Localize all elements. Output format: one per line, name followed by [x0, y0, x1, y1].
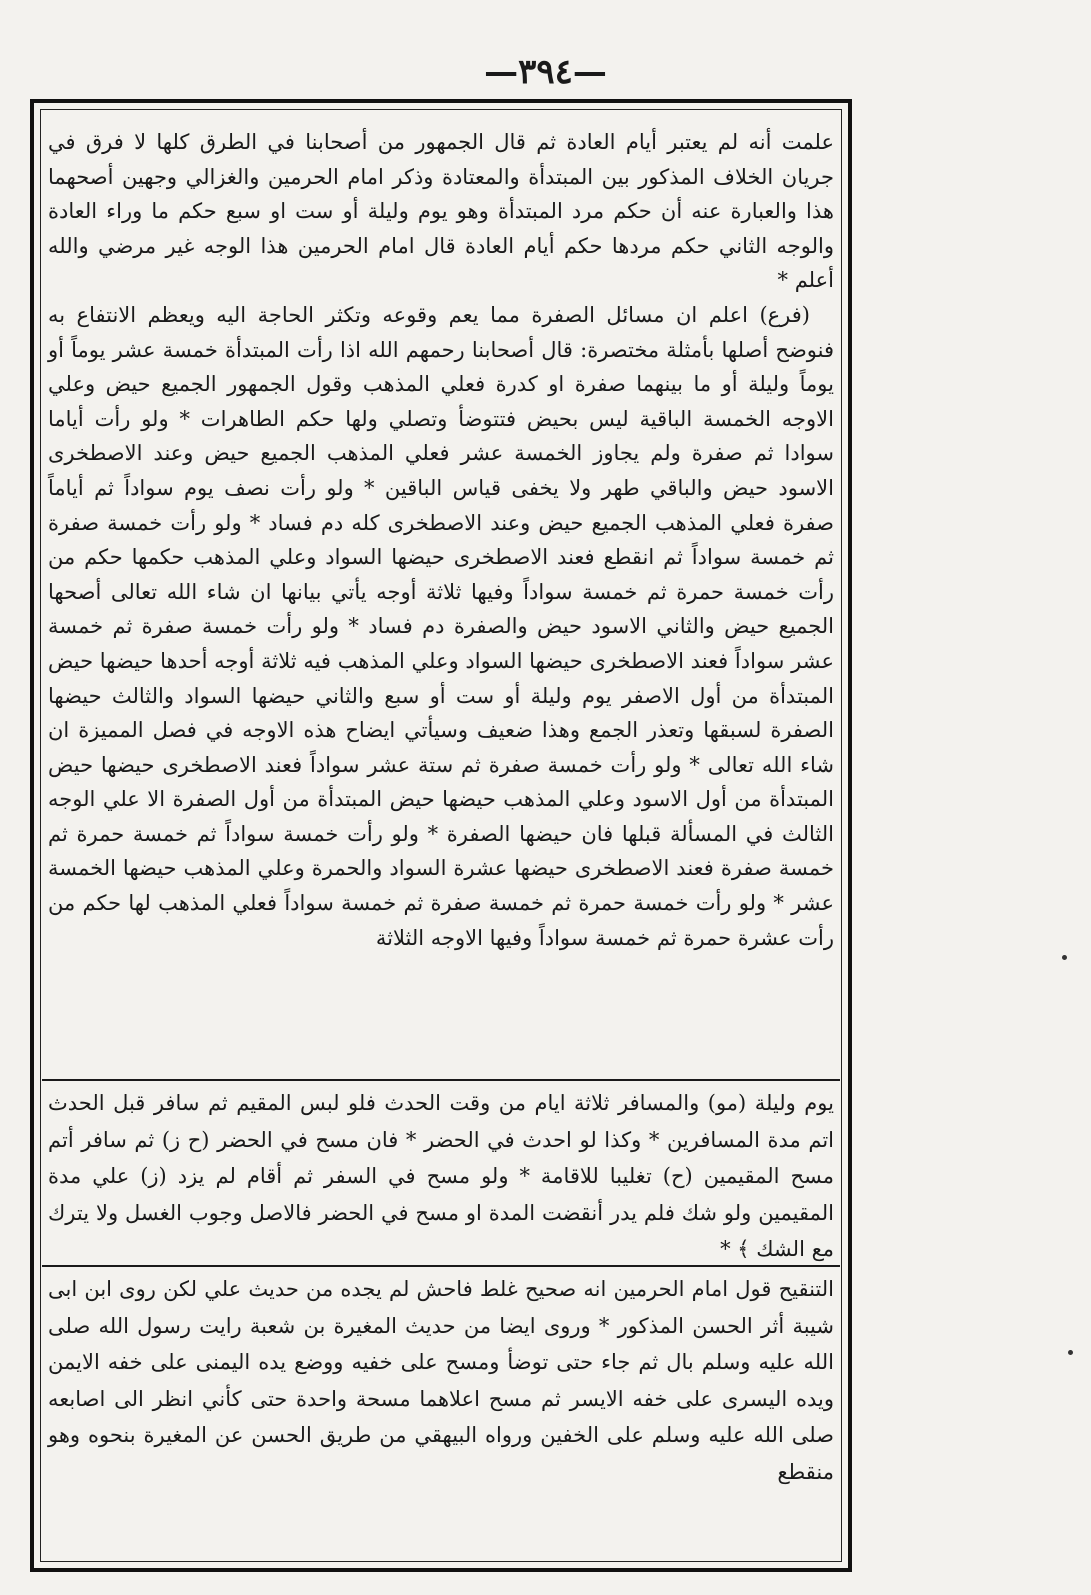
- section-divider-top: [42, 1079, 840, 1081]
- main-paragraph-2: (فرع) اعلم ان مسائل الصفرة مما يعم وقوعه وتكثر الحاجة اليه ويعظم الانتفاع به فنوضح أصلها بأمثلة مختصرة: قال أصحابنا رحمهم الله اذا رأت المبتدأة خمسة عشر يوماً أو يوماً وليلة أو ما بينهما صفرة او كدرة فعلي المذهب وقول الجمهور الجميع حيض وعلي الاوجه الخمسة الباقية ليس بحيض فتتوضأ وتصلي ولها حكم الطاهرات * ولو رأت أياما سوادا ثم صفرة ولم يجاوز الخمسة عشر فعلي المذهب الجميع حيض وعند الاصطخرى الاسود حيض والباقي طهر ولا يخفى قياس الباقين * ولو رأت نصف يوم سواداً ثم أياماً صفرة فعلي المذهب الجميع حيض وعند الاصطخرى كله دم فساد * ولو رأت خمسة صفرة ثم خمسة سواداً ثم انقطع فعند الاصطخرى حيضها السواد وعلي المذهب حكمها حكم من رأت خمسة حمرة ثم خمسة سواداً وفيها ثلاثة أوجه يأتي بيانها ان شاء الله تعالى أصحها الجميع حيض والثاني الاسود حيض والصفرة دم فساد * ولو رأت خمسة صفرة ثم خمسة عشر سواداً فعند الاصطخرى حيضها السواد وعلي المذهب فيه ثلاثة أوجه أحدها حيضها حيض المبتدأة من أول الاصفر يوم وليلة أو ست أو سبع والثاني حيضها السواد والثالث حيضها الصفرة لسبقها وتعذر الجمع وهذا ضعيف وسيأتي ايضاح هذه الاوجه في فصل المميزة ان شاء الله تعالى * ولو رأت خمسة صفرة ثم ستة عشر سواداً فعند الاصطخرى حيضها حيض المبتدأة من أول الاسود وعلي المذهب حيضها حيض المبتدأة من أول الصفرة الا علي الوجه الثالث في المسألة قبلها فان حيضها الصفرة * ولو رأت خمسة سواداً ثم خمسة حمرة ثم خمسة صفرة فعند الاصطخرى حيضها عشرة السواد والحمرة وعلي المذهب حيضها الخمسة عشر * ولو رأت خمسة حمرة ثم خمسة صفرة ثم خمسة سواداً فعلي المذهب لها حكم من رأت عشرة حمرة ثم خمسة سواداً وفيها الاوجه الثلاثة: [48, 302, 835, 950]
- main-paragraph-1: علمت أنه لم يعتبر أيام العادة ثم قال الجمهور من أصحابنا في الطرق كلها لا فرق في جريان الخلاف المذكور بين المبتدأة والمعتادة وذكر امام الحرمين والغزالي وجهين أصحهما هذا والعبارة عنه أن حكم مرد المبتدأة وهو يوم وليلة أو ست او سبع حكم ما وراء العادة والوجه الثاني حكم مردها حكم أيام العادة قال امام الحرمين هذا الوجه غير مرضي والله أعلم *: [48, 130, 835, 293]
- section-divider-bottom: [42, 1265, 840, 1267]
- margin-speck: [1062, 955, 1067, 960]
- margin-speck: [1068, 1350, 1073, 1355]
- page-number: —٣٩٤—: [484, 52, 607, 92]
- footnote-text: [48, 1271, 834, 1561]
- commentary-paragraph: يوم وليلة (مو) والمسافر ثلاثة ايام من وقت الحدث فلو لبس المقيم ثم سافر قبل الحدث اتم مدة المسافرين * وكذا لو احدث في الحضر * فان مسح في الحضر (ح ز) ثم سافر أتم مسح المقيمين (ح) تغليبا للاقامة * ولو مسح في السفر ثم أقام لم يزد (ز) علي مدة المقيمين ولو شك فلم يدر أنقضت المدة او مسح في الحضر فالاصل وجوب الغسل ولا يترك مع الشك ﴾ *: [48, 1091, 834, 1261]
- footnote-paragraph: التنقيح قول امام الحرمين انه صحيح غلط فاحش لم يجده من حديث علي لكن روى ابن ابى شيبة أثر الحسن المذكور * وروى ايضا من حديث المغيرة بن شعبة رايت رسول الله صلى الله عليه وسلم بال ثم جاء حتى توضأ ومسح على خفيه ووضع يده اليمنى على خفه الايمن ويده اليسرى على خفه الايسر ثم مسح اعلاهما مسحة واحدة حتى كأني انظر الى اصابعه صلى الله عليه وسلم على الخفين ورواه البيهقي من طريق الحسن عن المغيرة بنحوه وهو منقطع: [48, 1277, 834, 1484]
- text-frame: [30, 99, 852, 1572]
- commentary-text: [48, 1085, 834, 1261]
- main-text: [48, 125, 834, 1075]
